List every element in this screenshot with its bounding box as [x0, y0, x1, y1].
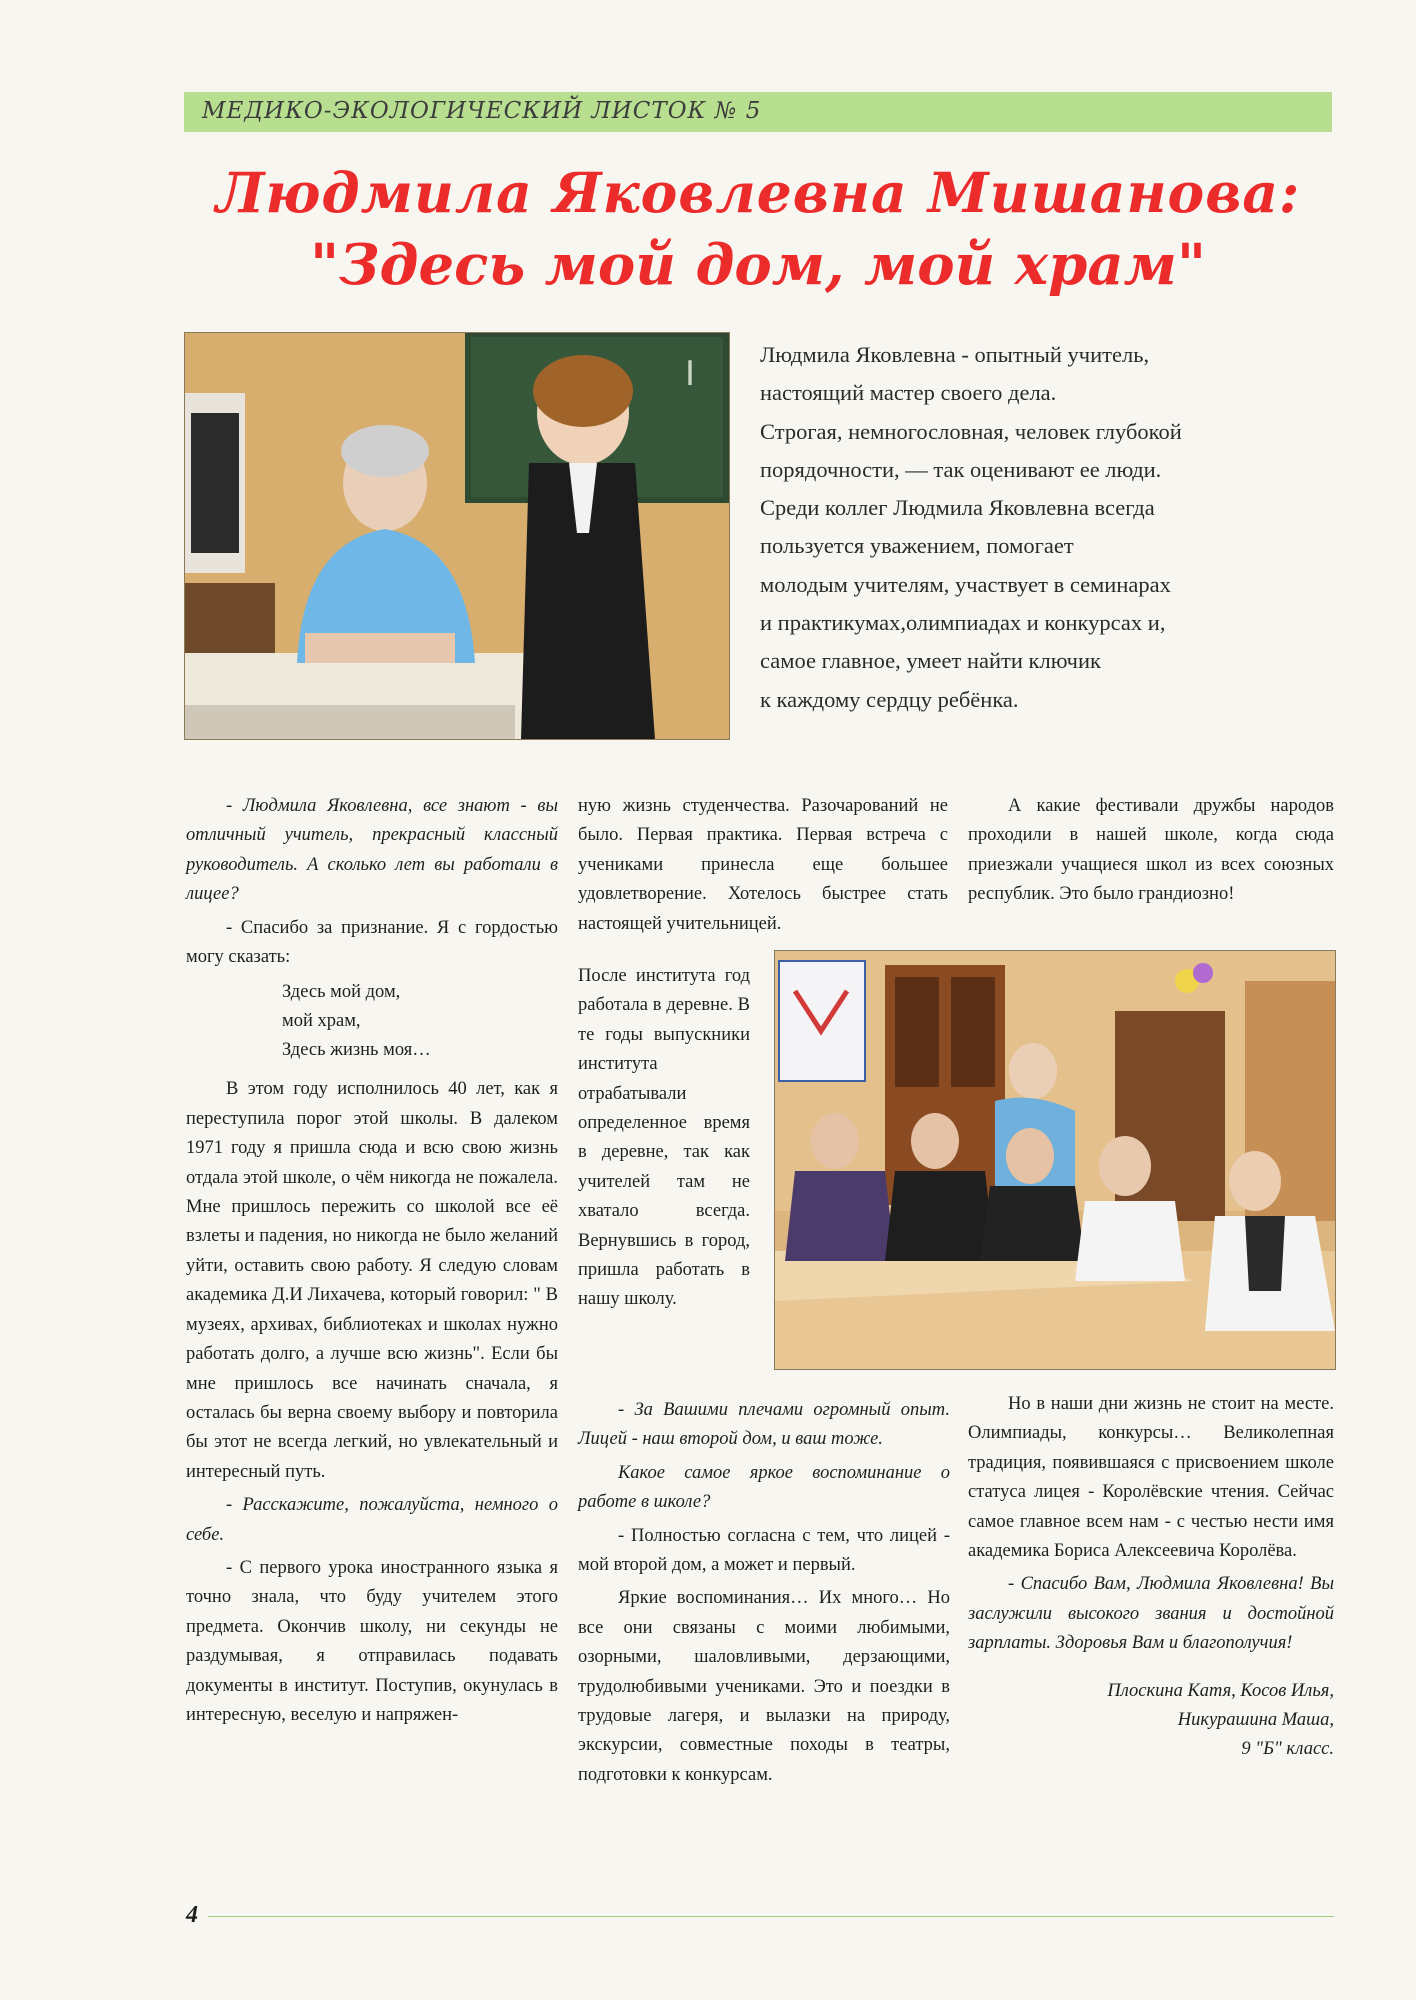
intro-line: к каждому сердцу ребёнка.	[760, 686, 1019, 712]
header-label: МЕДИКО-ЭКОЛОГИЧЕСКИЙ ЛИСТОК № 5	[202, 98, 762, 124]
intro-line: порядочности, — так оценивают ее люди.	[760, 456, 1162, 482]
photo-classroom-group	[774, 950, 1336, 1370]
closing-thanks: - Спасибо Вам, Людмила Яковлевна! Вы заслужили высокого звания и достойной зарплаты. Здоровья Вам и благополучия!	[968, 1574, 1334, 1654]
paragraph: А какие фестивали дружбы народов проходили в нашей школе, когда сюда приезжали учащиеся школ из всех союзных республик. Это было грандиозно!	[968, 796, 1334, 905]
column-3-top	[968, 792, 1334, 914]
interview-answer: - Спасибо за признание. Я с гордостью могу сказать:	[186, 917, 558, 968]
footer-divider	[208, 1916, 1334, 1917]
authors-signature	[968, 1677, 1334, 1764]
intro-line: и практикумах,олимпиадах и конкурсах и,	[760, 610, 1166, 636]
author-line: 9 "Б" класс.	[1241, 1738, 1334, 1759]
interview-question: - Расскажите, пожалуйста, немного о себе.	[186, 1495, 558, 1545]
svg-text:I: I	[685, 354, 696, 394]
paragraph: Но в наши дни жизнь не стоит на месте. Олимпиады, конкурсы… Великолепная традиция, появившаяся с присвоением школе статуса лицея - Королёвские чтения. Сейчас самое главное всем нам - с честью нести имя академика Бориса Алексеевича Королёва.	[968, 1394, 1334, 1562]
verse-line: Здесь мой дом,	[282, 982, 401, 1003]
header-bar	[184, 92, 1332, 132]
intro-line: Строгая, немногословная, человек глубокой	[760, 418, 1182, 444]
interview-question: - За Вашими плечами огромный опыт. Лицей - наш второй дом, и ваш тоже.	[578, 1400, 950, 1450]
intro-line: молодым учителям, участвует в семинарах	[760, 571, 1171, 597]
intro-line: пользуется уважением, помогает	[760, 533, 1074, 559]
photo-teacher-and-student	[184, 332, 730, 740]
interview-question: Какое самое яркое воспоминание о работе в школе?	[578, 1462, 950, 1513]
paragraph: После института год работала в деревне. В те годы выпускники института отрабатывали определенное время в деревне, так как учителей там не хватало всегда. Вернувшись в город, пришла работать в нашу школу.	[578, 966, 750, 1310]
paragraph: Яркие воспоминания… Их много… Но все они связаны с моими любимыми, озорными, шаловливыми, дерзающими, трудолюбивыми учениками. Это и поездки в трудовые лагеря, и вылазки на природу, экскурсии, совместные походы в театры, подготовки к конкурсам.	[578, 1588, 950, 1785]
author-line: Плоскина Катя, Косов Илья,	[1107, 1680, 1334, 1701]
column-2-narrow	[578, 962, 750, 1319]
interview-question: - Людмила Яковлевна, все знают - вы отличный учитель, прекрасный классный руководитель. А сколько лет вы работали в лицее?	[186, 796, 558, 905]
column-2-top	[578, 792, 948, 943]
intro-line: самое главное, умеет найти ключик	[760, 648, 1101, 674]
column-3-bottom	[968, 1390, 1334, 1764]
article-title-line1: Людмила Яковлевна Мишанова:	[215, 160, 1301, 225]
intro-line: Среди коллег Людмила Яковлевна всегда	[760, 495, 1155, 521]
paragraph: ную жизнь студенчества. Разочарований не было. Первая практика. Первая встреча с учениками принесла еще большее удовлетворение. Хотелось быстрее стать настоящей учительницей.	[578, 796, 948, 934]
intro-line: настоящий мастер своего дела.	[760, 380, 1057, 406]
paragraph: - С первого урока иностранного языка я точно знала, что буду учителем этого предмета. Окончив школу, ни секунды не раздумывая, я отправилась подавать документы в институт. Поступив, окунулась в интересную, веселую и напряжен-	[186, 1557, 558, 1725]
author-line: Никурашина Маша,	[1177, 1709, 1334, 1730]
intro-line: Людмила Яковлевна - опытный учитель,	[760, 342, 1150, 367]
column-1	[186, 792, 558, 1734]
page-number: 4	[186, 1902, 198, 1928]
column-2-bottom	[578, 1396, 950, 1794]
intro-text	[760, 336, 1320, 719]
paragraph: В этом году исполнилось 40 лет, как я переступила порог этой школы. В далеком 1971 году я пришла сюда и всю свою жизнь отдала этой школе, о чём никогда не пожалела. Мне пришлось пережить со школой все её взлеты и падения, но никогда не было желаний уйти, оставить свою работу. Я следую словам академика Д.И Лихачева, который говорил: " В музеях, архивах, библиотеках и школах нужно работать долго, а лучше всю жизнь". Если бы мне пришлось все начинать сначала, я осталась бы верна своему выбору и повторила бы этот не всегда легкий, но увлекательный и интересный путь.	[186, 1079, 558, 1482]
paragraph: - Полностью согласна с тем, что лицей - мой второй дом, а может и первый.	[578, 1525, 950, 1576]
verse-line: Здесь жизнь моя…	[282, 1040, 431, 1061]
verse-line: мой храм,	[282, 1011, 361, 1032]
article-title-line2: "Здесь мой дом, мой храм"	[309, 232, 1207, 298]
verse	[282, 978, 558, 1065]
